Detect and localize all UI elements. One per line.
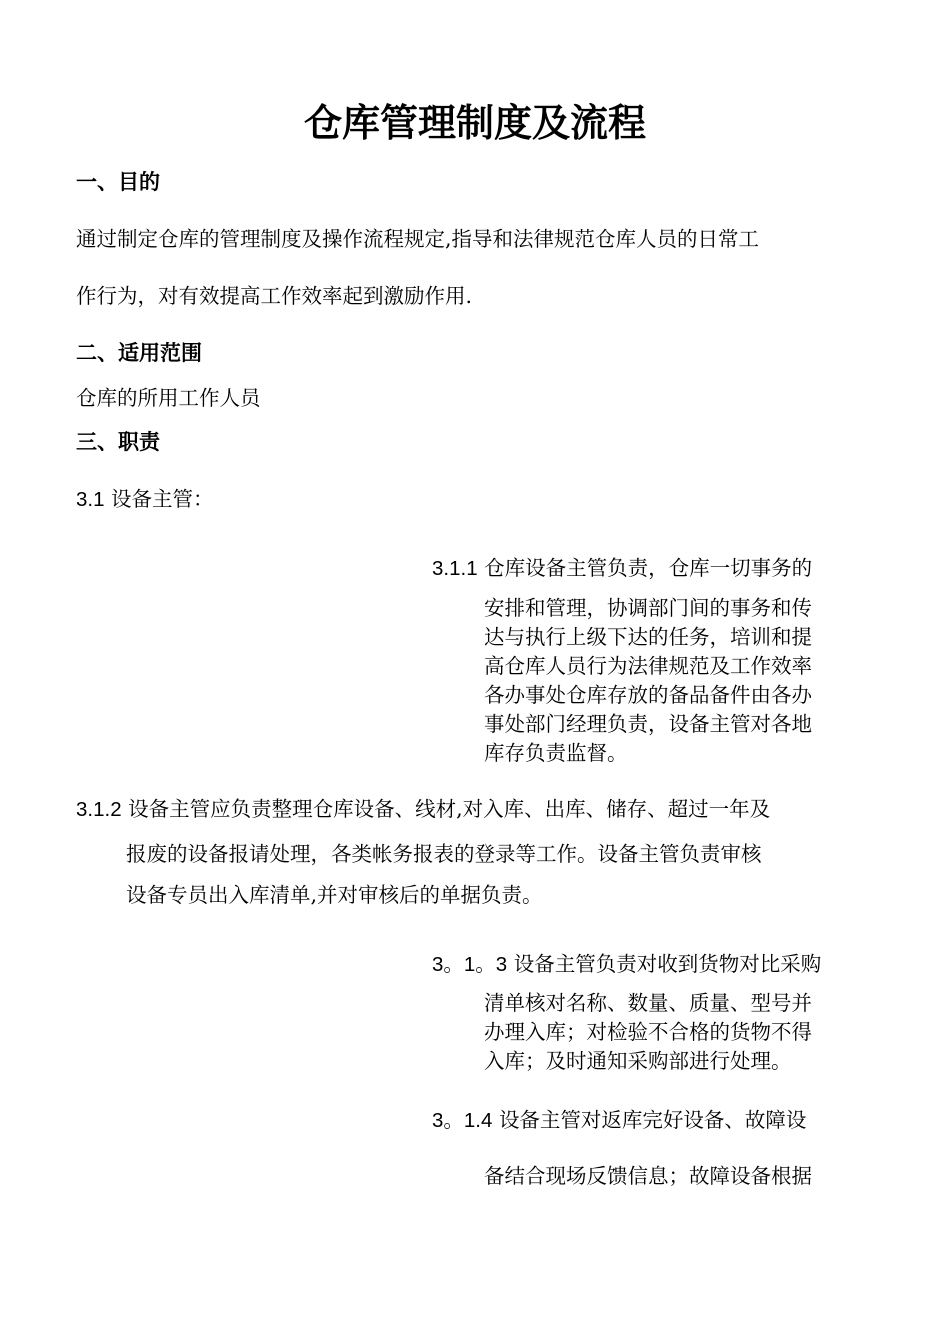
item-3-1-1-continuation bbox=[484, 594, 812, 768]
item-3-1-4-line: 备结合现场反馈信息；故障设备根据 bbox=[484, 1164, 812, 1188]
item-3-1-2-continuation bbox=[126, 834, 762, 916]
item-3-1-1-line: 安排和管理，协调部门间的事务和传 bbox=[484, 596, 812, 620]
item-3-1-2-line: 设备专员出入库清单,并对审核后的单据负责。 bbox=[126, 883, 543, 907]
page-title: 仓库管理制度及流程 bbox=[303, 101, 646, 145]
item-3-1-3-text: 设备主管负责对收到货物对比采购 bbox=[513, 952, 822, 976]
section-heading-duties: 三、职责 bbox=[76, 430, 160, 454]
subsection-3-1-number: 3.1 bbox=[76, 488, 105, 511]
item-3-1-1-line: 高仓库人员行为法律规范及工作效率 bbox=[484, 654, 812, 678]
item-3-1-3-number: 3。1。3 bbox=[432, 953, 508, 976]
item-3-1-3-line: 办理入库；对检验不合格的货物不得 bbox=[484, 1020, 812, 1044]
section-heading-purpose: 一、目的 bbox=[76, 170, 160, 194]
item-3-1-2-text: 设备主管应负责整理仓库设备、线材,对入库、出库、储存、超过一年及 bbox=[128, 797, 771, 821]
item-3-1-2-first-line bbox=[76, 792, 770, 822]
scope-text: 仓库的所用工作人员 bbox=[76, 386, 261, 410]
item-3-1-2-number: 3.1.2 bbox=[76, 798, 122, 821]
item-3-1-1-first-line bbox=[432, 551, 812, 581]
item-3-1-4-first-line bbox=[432, 1103, 806, 1133]
item-3-1-1-line: 库存负责监督。 bbox=[484, 741, 628, 765]
item-3-1-1-text: 仓库设备主管负责，仓库一切事务的 bbox=[484, 556, 813, 580]
item-3-1-4-number: 3。1.4 bbox=[432, 1109, 493, 1132]
purpose-text-line-2: 作行为，对有效提高工作效率起到激励作用. bbox=[76, 284, 473, 308]
item-3-1-2-line: 报废的设备报请处理，各类帐务报表的登录等工作。设备主管负责审核 bbox=[126, 842, 762, 866]
item-3-1-3-line: 入库；及时通知采购部进行处理。 bbox=[484, 1049, 792, 1073]
item-3-1-3-first-line bbox=[432, 947, 821, 977]
item-3-1-1-line: 事处部门经理负责，设备主管对各地 bbox=[484, 712, 812, 736]
item-3-1-4-continuation bbox=[484, 1159, 812, 1189]
item-3-1-1-number: 3.1.1 bbox=[432, 557, 478, 580]
section-heading-scope: 二、适用范围 bbox=[76, 341, 202, 365]
subsection-3-1-text: 设备主管： bbox=[111, 487, 214, 511]
item-3-1-3-line: 清单核对名称、数量、质量、型号并 bbox=[484, 991, 812, 1015]
item-3-1-3-continuation bbox=[484, 989, 812, 1076]
purpose-text-line-1: 通过制定仓库的管理制度及操作流程规定,指导和法律规范仓库人员的日常工 bbox=[76, 227, 760, 251]
subsection-3-1 bbox=[76, 482, 214, 512]
item-3-1-1-line: 各办事处仓库存放的备品备件由各办 bbox=[484, 683, 812, 707]
item-3-1-1-line: 达与执行上级下达的任务，培训和提 bbox=[484, 625, 812, 649]
item-3-1-4-text: 设备主管对返库完好设备、故障设 bbox=[498, 1108, 807, 1132]
